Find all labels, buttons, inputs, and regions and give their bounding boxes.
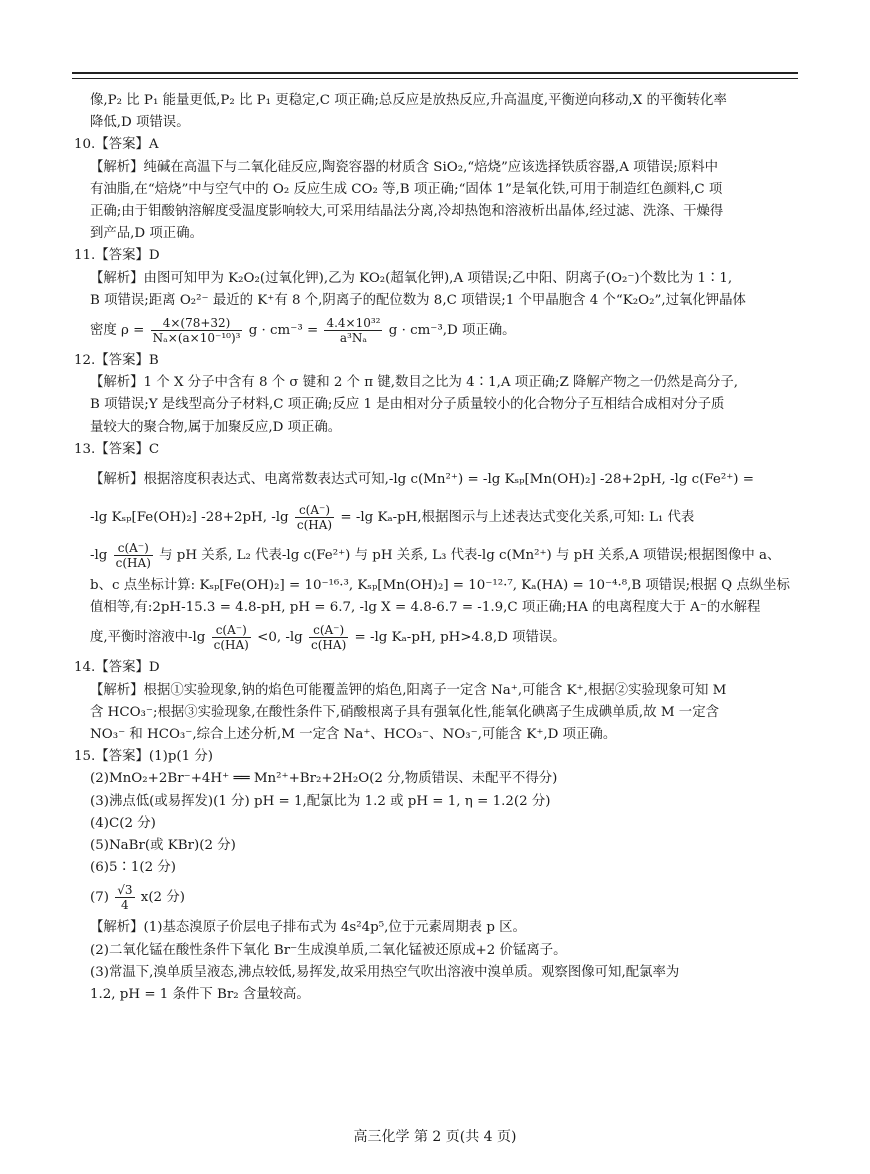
answer-heading: 10.【答案】A bbox=[74, 137, 159, 153]
unit-text: g · cm⁻³,D 项正确。 bbox=[388, 323, 516, 339]
question-12 bbox=[74, 350, 800, 439]
fraction bbox=[212, 623, 251, 652]
fraction-denominator: c(HA) bbox=[296, 518, 333, 533]
fraction-denominator: c(HA) bbox=[311, 638, 347, 653]
fraction bbox=[115, 883, 134, 912]
text-line: (2)二氧化锰在酸性条件下氧化 Br⁻生成溴单质,二氧化锰被还原成+2 价锰离子。 bbox=[90, 942, 567, 958]
text-line: 降低,D 项错误。 bbox=[90, 115, 190, 131]
question-11 bbox=[74, 245, 800, 350]
fraction-denominator: 4 bbox=[121, 898, 129, 913]
text-part: = -lg Kₐ-pH,根据图示与上述表达式变化关系,可知: L₁ 代表 bbox=[340, 510, 695, 526]
answer-item: (2)MnO₂+2Br⁻+4H⁺ ══ Mn²⁺+Br₂+2H₂O(2 分,物质错误、未配平不得分) bbox=[90, 771, 558, 787]
fraction-numerator: c(A⁻) bbox=[212, 623, 251, 638]
fraction bbox=[151, 316, 243, 345]
fraction-numerator: c(A⁻) bbox=[114, 541, 153, 556]
header-rule-thick bbox=[72, 72, 798, 74]
text-line: 到产品,D 项正确。 bbox=[90, 226, 203, 242]
text-part: x(2 分) bbox=[140, 890, 185, 906]
answer-item: (5)NaBr(或 KBr)(2 分) bbox=[90, 838, 236, 854]
answer-heading: 14.【答案】D bbox=[74, 660, 160, 676]
text-line: 1.2, pH = 1 条件下 Br₂ 含量较高。 bbox=[90, 987, 310, 1003]
header-rule-thin bbox=[72, 78, 798, 79]
fraction-numerator: 4.4×10³² bbox=[326, 316, 381, 331]
text-line: NO₃⁻ 和 HCO₃⁻,综合上述分析,M 一定含 Na⁺、HCO₃⁻、NO₃⁻,可能含 K⁺,D 项正确。 bbox=[90, 727, 617, 743]
formula-line bbox=[90, 619, 800, 657]
text-line: 【解析】根据①实验现象,钠的焰色可能覆盖钾的焰色,阳离子一定含 Na⁺,可能含 K⁺,根据②实验现象可知 M bbox=[90, 682, 727, 698]
text-part: -lg bbox=[90, 548, 108, 564]
answer-heading: 15.【答案】(1)p(1 分) bbox=[74, 749, 214, 765]
answer-item: (6)5∶1(2 分) bbox=[90, 860, 177, 876]
text-line: B 项错误;Y 是线型高分子材料,C 项正确;反应 1 是由相对分子质量较小的化合物分子互相结合成相对分子质 bbox=[90, 397, 725, 413]
text-line: 正确;由于钼酸钠溶解度受温度影响较大,可采用结晶法分离,冷却热饱和溶液析出晶体,经过滤、洗涤、干燥得 bbox=[90, 204, 724, 220]
answer-heading: 13.【答案】C bbox=[74, 441, 160, 457]
fraction-numerator: √3 bbox=[117, 883, 133, 898]
answer-item: (3)沸点低(或易挥发)(1 分) pH = 1,配氯比为 1.2 或 pH = 1, η = 1.2(2 分) bbox=[90, 793, 551, 809]
text-line: 有油脂,在“焙烧”中与空气中的 O₂ 反应生成 CO₂ 等,B 项正确;“固体 1”是氧化铁,可用于制造红色颜料,C 项 bbox=[90, 181, 723, 197]
text-part: -lg Kₛₚ[Fe(OH)₂] -28+2pH, -lg bbox=[90, 510, 289, 526]
answer-heading: 11.【答案】D bbox=[74, 248, 160, 264]
text-line: 【解析】根据溶度积表达式、电离常数表达式可知,-lg c(Mn²⁺) = -lg Kₛₚ[Mn(OH)₂] -28+2pH, -lg c(Fe²⁺) = bbox=[90, 472, 754, 488]
fraction bbox=[114, 541, 153, 570]
text-line: 含 HCO₃⁻;根据③实验现象,在酸性条件下,硝酸根离子具有强氧化性,能氧化碘离子生成碘单质,故 M 一定含 bbox=[90, 704, 719, 720]
answer-heading: 12.【答案】B bbox=[74, 353, 159, 369]
text-line: (3)常温下,溴单质呈液态,沸点较低,易挥发,故采用热空气吹出溶液中溴单质。观察图像可知,配氯率为 bbox=[90, 964, 680, 980]
fraction bbox=[309, 623, 348, 652]
density-label: 密度 ρ = bbox=[90, 323, 145, 339]
fraction-numerator: c(A⁻) bbox=[295, 503, 334, 518]
fraction-denominator: Nₐ×(a×10⁻¹⁰)³ bbox=[152, 331, 241, 346]
question-14 bbox=[74, 657, 800, 746]
formula-line bbox=[90, 499, 800, 537]
text-part: 度,平衡时溶液中-lg bbox=[90, 630, 206, 646]
fraction-numerator: c(A⁻) bbox=[309, 623, 348, 638]
density-formula bbox=[90, 312, 800, 350]
text-line: B 项错误;距离 O₂²⁻ 最近的 K⁺有 8 个,阴离子的配位数为 8,C 项错误;1 个甲晶胞含 4 个“K₂O₂”,过氧化钾晶体 bbox=[90, 292, 746, 308]
fraction bbox=[324, 316, 382, 345]
text-part: = -lg Kₐ-pH, pH>4.8,D 项错误。 bbox=[354, 630, 566, 646]
text-part: 与 pH 关系, L₂ 代表-lg c(Fe²⁺) 与 pH 关系, L₃ 代表-lg c(Mn²⁺) 与 pH 关系,A 项错误;根据图像中 a、 bbox=[159, 548, 781, 564]
fraction-denominator: a³Nₐ bbox=[339, 331, 367, 346]
page-content bbox=[74, 90, 800, 1006]
question-13 bbox=[74, 439, 800, 658]
continued-text bbox=[74, 90, 800, 134]
text-part: (7) bbox=[90, 890, 109, 906]
text-line: 像,P₂ 比 P₁ 能量更低,P₂ 比 P₁ 更稳定,C 项正确;总反应是放热反应,升高温度,平衡逆向移动,X 的平衡转化率 bbox=[90, 93, 727, 108]
fraction-numerator: 4×(78+32) bbox=[151, 316, 243, 331]
question-10 bbox=[74, 134, 800, 245]
text-line: 【解析】1 个 X 分子中含有 8 个 σ 键和 2 个 π 键,数目之比为 4∶1,A 项正确;Z 降解产物之一仍然是高分子, bbox=[90, 375, 738, 391]
answer-item: (4)C(2 分) bbox=[90, 815, 156, 831]
fraction-denominator: c(HA) bbox=[213, 638, 249, 653]
text-line: b、c 点坐标计算: Kₛₚ[Fe(OH)₂] = 10⁻¹⁶·³, Kₛₚ[Mn(OH)₂] = 10⁻¹²·⁷, Kₐ(HA) = 10⁻⁴·⁸,B 项错误;根据 Q 点纵坐标 bbox=[90, 578, 790, 594]
formula-line bbox=[90, 537, 800, 575]
question-15 bbox=[74, 746, 800, 1006]
text-line: 值相等,有:2pH-15.3 = 4.8-pH, pH = 6.7, -lg X = 4.8-6.7 = -1.9,C 项正确;HA 的电离程度大于 A⁻的水解程 bbox=[90, 600, 761, 616]
unit-text: g · cm⁻³ = bbox=[248, 323, 319, 339]
page-footer: 高三化学 第 2 页(共 4 页) bbox=[353, 1129, 517, 1145]
text-part: <0, -lg bbox=[257, 630, 303, 646]
text-line: 量较大的聚合物,属于加聚反应,D 项正确。 bbox=[90, 419, 342, 435]
text-line: 【解析】纯碱在高温下与二氧化硅反应,陶瓷容器的材质含 SiO₂,“焙烧”应该选择铁质容器,A 项错误;原料中 bbox=[90, 159, 718, 175]
text-line: 【解析】由图可知甲为 K₂O₂(过氧化钾),乙为 KO₂(超氧化钾),A 项错误;乙中阳、阴离子(O₂⁻)个数比为 1∶1, bbox=[90, 270, 733, 286]
fraction bbox=[295, 503, 334, 532]
text-line: 【解析】(1)基态溴原子价层电子排布式为 4s²4p⁵,位于元素周期表 p 区。 bbox=[90, 920, 526, 936]
answer-item bbox=[90, 879, 800, 917]
fraction-denominator: c(HA) bbox=[115, 556, 151, 571]
